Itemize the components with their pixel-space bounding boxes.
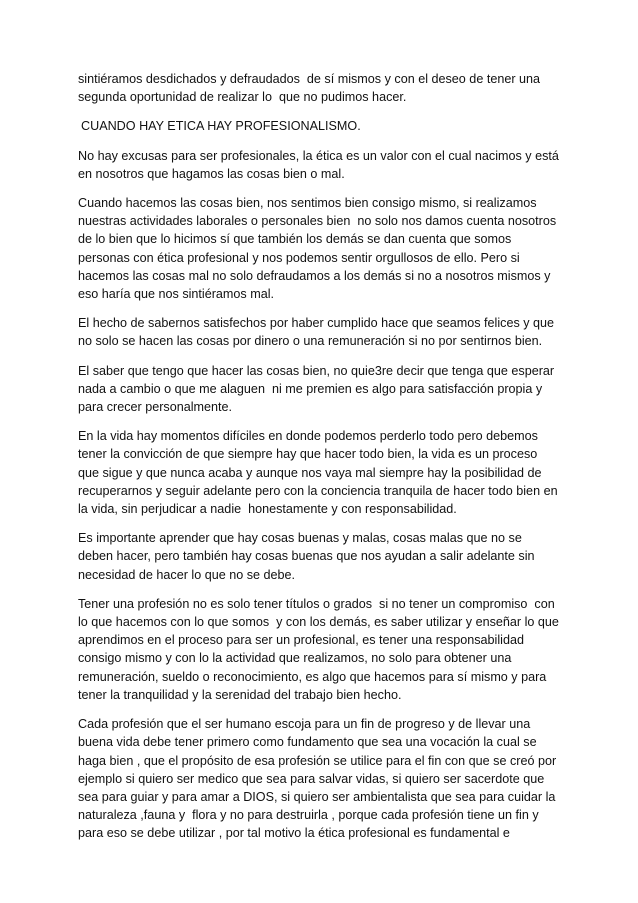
paragraph-10 <box>78 715 570 842</box>
paragraph-9 <box>78 595 570 704</box>
text-line: ejemplo si quiero ser medico que sea para salvar vidas, si quiero ser sacerdote que <box>78 771 545 786</box>
paragraph-4 <box>78 194 570 303</box>
text-line: que sigue y que nunca acaba y aunque nos vaya mal siempre hay la posibilidad de <box>78 465 542 480</box>
text-line: de lo bien que lo hicimos sí que también los demás se dan cuenta que somos <box>78 232 512 247</box>
text-line: naturaleza ,fauna y flora y no para destruirla , porque cada profesión tiene un fin y <box>78 808 539 823</box>
text-line: segunda oportunidad de realizar lo que no pudimos hacer. <box>78 90 407 105</box>
text-line: tener la convicción de que siempre hay que hacer todo bien, la vida es un proceso <box>78 447 538 462</box>
text-line: buena vida debe tener primero como fundamento que sea una vocación la cual se <box>78 735 537 750</box>
text-line: nuestras actividades laborales o personales bien no solo nos damos cuenta nosotros <box>78 214 557 229</box>
text-line: Cada profesión que el ser humano escoja para un fin de progreso y de llevar una <box>78 717 531 732</box>
text-line: Es importante aprender que hay cosas buenas y malas, cosas malas que no se <box>78 531 522 546</box>
paragraph-8 <box>78 529 570 584</box>
text-line: sea para guiar y para amar a DIOS, si quiero ser ambientalista que sea para cuidar la <box>78 789 556 804</box>
text-line: nada a cambio o que me alaguen ni me premien es algo para satisfacción propia y <box>78 381 543 396</box>
paragraph-5 <box>78 314 570 350</box>
text-line: personas con ética profesional y nos podemos sentir orgullosos de ello. Pero si <box>78 250 520 265</box>
text-line: en nosotros que hagamos las cosas bien o mal. <box>78 166 345 181</box>
text-line: Cuando hacemos las cosas bien, nos sentimos bien consigo mismo, si realizamos <box>78 196 537 211</box>
paragraph-3 <box>78 147 570 183</box>
text-line: El saber que tengo que hacer las cosas bien, no quie3re decir que tenga que esperar <box>78 363 555 378</box>
text-line: tener la tranquilidad y la serenidad del trabajo bien hecho. <box>78 687 402 702</box>
text-line: Tener una profesión no es solo tener títulos o grados si no tener un compromiso con <box>78 596 555 611</box>
text-line: En la vida hay momentos difíciles en donde podemos perderlo todo pero debemos <box>78 429 538 444</box>
text-line: No hay excusas para ser profesionales, la ética es un valor con el cual nacimos y está <box>78 148 559 163</box>
text-line: lo que hacemos con lo que somos y con los demás, es saber utilizar y enseñar lo que <box>78 615 559 630</box>
text-line: para crecer personalmente. <box>78 400 233 415</box>
text-line: remuneración, sueldo o reconocimiento, es algo que hacemos para sí mismo y para <box>78 669 547 684</box>
heading-text: CUANDO HAY ETICA HAY PROFESIONALISMO. <box>81 119 361 134</box>
text-line: deben hacer, pero también hay cosas buenas que nos ayudan a salir adelante sin <box>78 549 535 564</box>
text-line: El hecho de sabernos satisfechos por haber cumplido hace que seamos felices y que <box>78 316 555 331</box>
text-line: necesidad de hacer lo que no se debe. <box>78 567 296 582</box>
text-line: recuperarnos y seguir adelante pero con la conciencia tranquila de hacer todo bien en <box>78 483 558 498</box>
paragraph-6 <box>78 362 570 417</box>
section-heading <box>78 117 570 135</box>
text-line: la vida, sin perjudicar a nadie honestamente y con responsabilidad. <box>78 502 457 517</box>
text-line: sintiéramos desdichados y defraudados de sí mismos y con el deseo de tener una <box>78 72 541 86</box>
text-line: no solo se hacen las cosas por dinero o una remuneración si no por sentirnos bien. <box>78 334 543 349</box>
paragraph-1 <box>78 70 570 106</box>
text-line: aprendimos en el proceso para ser un profesional, es tener una responsabilidad <box>78 633 524 648</box>
text-line: eso haría que nos sintiéramos mal. <box>78 287 275 302</box>
text-line: haga bien , que el propósito de esa profesión se utilice para el fin con que se creó por <box>78 753 557 768</box>
document-page <box>78 70 570 854</box>
paragraph-7 <box>78 427 570 518</box>
text-line: para eso se debe utilizar , por tal motivo la ética profesional es fundamental e <box>78 826 510 841</box>
text-line: consigo mismo y con lo la actividad que realizamos, no solo para obtener una <box>78 651 512 666</box>
text-line: hacemos las cosas mal no solo defraudamos a los demás si no a nosotros mismos y <box>78 268 551 283</box>
